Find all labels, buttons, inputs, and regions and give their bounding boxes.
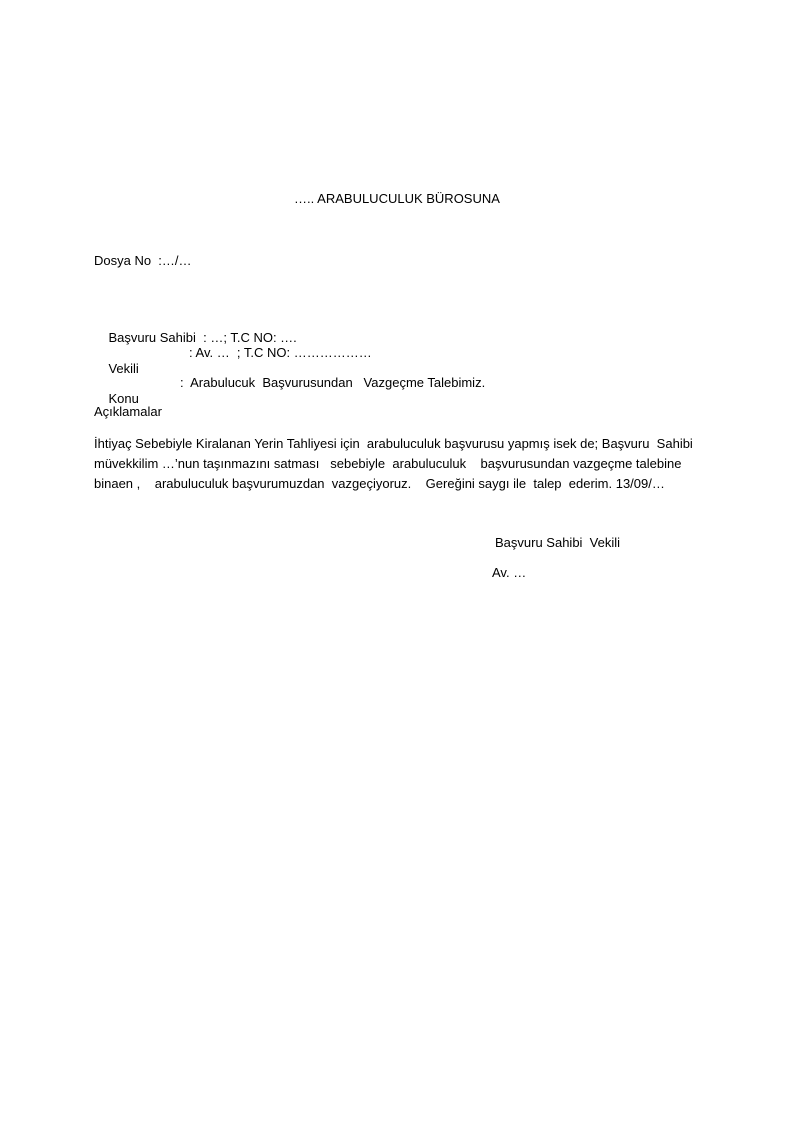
attorney-label: Vekili — [108, 361, 139, 376]
subject-label: Konu — [108, 391, 139, 406]
document-heading: ….. ARABULUCULUK BÜROSUNA — [294, 191, 500, 206]
signature-name: Av. … — [492, 565, 527, 580]
applicant-text: Başvuru Sahibi : …; T.C NO: …. — [108, 330, 297, 345]
signature-title: Başvuru Sahibi Vekili — [495, 535, 621, 550]
file-number: Dosya No :…/… — [94, 253, 192, 268]
subject-value: : Arabulucuk Başvurusundan Vazgeçme Talebimiz. — [180, 375, 486, 390]
body-line: İhtiyaç Sebebiyle Kiralanan Yerin Tahliyesi için arabuluculuk başvurusu yapmış isek de; Başvuru Sahibi — [94, 436, 693, 451]
attorney-value: : Av. … ; T.C NO: ……………… — [189, 345, 372, 360]
body-line: müvekkilim …’nun taşınmazını satması sebebiyle arabuluculuk başvurusundan vazgeçme talebine — [94, 456, 682, 471]
body-line: binaen , arabuluculuk başvurumuzdan vazgeçiyoruz. Gereğini saygı ile talep ederim. 13/09/… — [94, 476, 665, 491]
explanations-body — [94, 434, 706, 494]
explanations-title: Açıklamalar — [94, 404, 162, 419]
